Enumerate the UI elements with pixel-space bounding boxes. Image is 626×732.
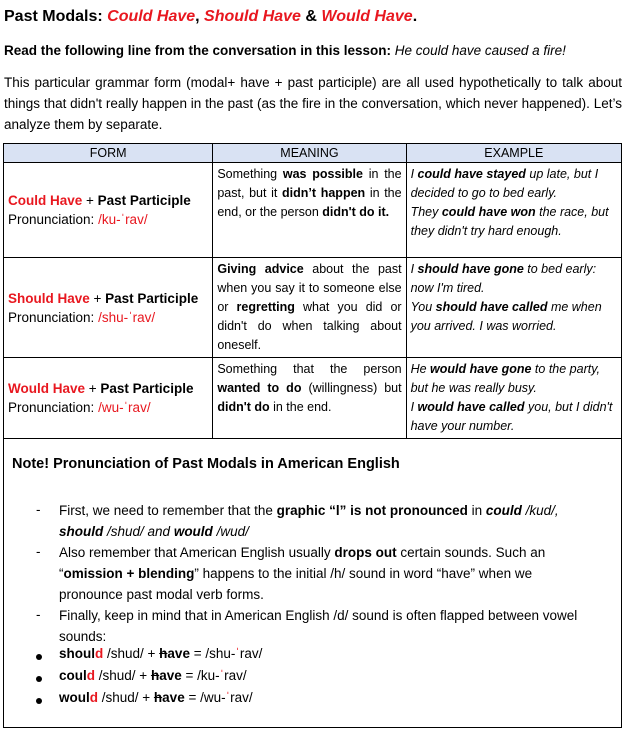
example-cell <box>406 358 621 439</box>
meaning-bold: didn’t happen <box>282 186 366 200</box>
plus: + <box>82 193 98 208</box>
ex-text: = /ku- <box>181 668 220 683</box>
pp-label: Past Participle <box>97 193 191 208</box>
example-text: to the party, but he was really busy. <box>410 362 601 395</box>
ex-text: rav/ <box>230 690 253 705</box>
example-bold: would have gone <box>430 362 532 376</box>
title-could: Could Have <box>107 8 196 25</box>
example-text: They <box>410 205 442 219</box>
bullet-dot <box>36 654 42 660</box>
note-text: First, we need to remember that the <box>59 503 277 518</box>
ex-h: h <box>150 668 160 683</box>
example-text: He <box>410 362 431 376</box>
ex-d: d <box>89 690 98 705</box>
example-bold: could have stayed <box>417 167 526 181</box>
note-bold-italic: would <box>173 524 213 539</box>
pron-value: /wu-ˈrav/ <box>98 400 151 415</box>
note-text: in <box>467 503 486 518</box>
note-bold: graphic “l” is not pronounced <box>276 503 468 518</box>
pron-label: Pronunciation: <box>8 400 99 415</box>
note-bold: drops out <box>334 545 397 560</box>
note-italic: /shud/ and <box>103 524 174 539</box>
example-cell <box>406 258 621 358</box>
form-cell <box>4 163 213 258</box>
meaning-text: (willingness) but <box>301 381 402 395</box>
ex-word: woul <box>59 690 90 705</box>
pronunciation-note <box>3 434 622 728</box>
meaning-bold: didn't do it. <box>322 205 390 219</box>
table-row <box>4 163 622 258</box>
note-bold: omission + blending <box>63 566 195 581</box>
read-quote: He could have caused a fire! <box>391 43 566 58</box>
pron-label: Pronunciation: <box>8 309 99 325</box>
example-text: up late, but I decided to go to bed early. <box>410 167 599 200</box>
example-text: the race, but they didn't try hard enough. <box>410 205 609 238</box>
note-bullet-1 <box>59 500 599 542</box>
modal-label: Would Have <box>8 381 86 396</box>
example-text: I <box>410 167 418 181</box>
ex-h: h <box>153 690 163 705</box>
page-title <box>4 8 417 26</box>
title-should: Should Have <box>204 8 301 25</box>
flap-example-would <box>59 690 253 705</box>
pron-value: /ku-ˈrav/ <box>98 212 148 227</box>
note-bold-italic: could <box>485 503 522 518</box>
ex-text: = /wu- <box>184 690 226 705</box>
ex-word: coul <box>59 668 87 683</box>
plus: + <box>85 381 101 396</box>
read-line <box>4 43 566 58</box>
intro-paragraph: This particular grammar form (modal+ have + past participle) are all used hypothetically to talk about things that didn't really happen in the past (as the fire in the conversation, which never happened). Let’s analyze them by separate. <box>4 75 622 132</box>
meaning-text: Something <box>217 167 283 181</box>
modals-table <box>3 143 622 439</box>
header-meaning: MEANING <box>213 144 406 163</box>
pron-label: Pronunciation: <box>8 212 99 227</box>
example-bold: would have called <box>417 400 525 414</box>
title-would: Would Have <box>321 8 413 25</box>
example-text: I <box>410 262 418 276</box>
form-cell <box>4 358 213 439</box>
meaning-text: about the past when you say it to someone else or <box>217 262 402 314</box>
example-text: You <box>410 300 436 314</box>
flap-example-could <box>59 668 247 683</box>
meaning-cell <box>213 358 406 439</box>
header-example: EXAMPLE <box>406 144 621 163</box>
ex-word: shoul <box>59 646 95 661</box>
example-cell <box>406 163 621 258</box>
ex-text: /shud/ + <box>98 690 154 705</box>
meaning-bold: Giving advice <box>217 262 304 276</box>
ex-text: rav/ <box>239 646 263 661</box>
ex-text: /shud/ + <box>103 646 160 661</box>
note-bold-italic: should <box>59 524 104 539</box>
meaning-text: in the end. <box>269 400 332 414</box>
note-text: ” happens to the initial /h/ sound in word “have” when we pronounce past modal verb forms. <box>59 566 533 602</box>
title-amp: & <box>300 8 322 25</box>
ex-stress: ˈ <box>219 668 225 683</box>
header-form: FORM <box>4 144 213 163</box>
ex-text: /shud/ + <box>95 668 151 683</box>
form-cell <box>4 258 213 358</box>
modal-label: Could Have <box>8 193 83 208</box>
ex-text: rav/ <box>224 668 247 683</box>
ex-h: h <box>159 646 168 661</box>
ex-text: = /shu- <box>189 646 236 661</box>
meaning-text: what you did or didn't do when talking about oneself. <box>217 300 402 352</box>
table-row <box>4 358 622 439</box>
meaning-bold: regretting <box>236 300 295 314</box>
example-bold: should have called <box>435 300 548 314</box>
dash-bullet: - <box>36 607 41 622</box>
read-label: Read the following line from the conversation in this lesson: <box>4 43 392 58</box>
bullet-dot <box>36 676 42 682</box>
ex-word: ave <box>162 690 185 705</box>
example-text: me when you arrived. I was worried. <box>410 300 602 333</box>
dash-bullet: - <box>36 544 41 559</box>
table-row <box>4 258 622 358</box>
note-title: Note! Pronunciation of Past Modals in American English <box>12 456 400 472</box>
note-italic: /wud/ <box>212 524 249 539</box>
note-bullet-3: Finally, keep in mind that in American English /d/ sound is often flapped between vowel sounds: <box>59 608 578 644</box>
title-end: . <box>412 8 418 25</box>
note-italic: /kud/, <box>521 503 559 518</box>
note-bullet-2 <box>59 542 599 605</box>
note-text: certain sounds. Such an “ <box>59 545 546 581</box>
ex-word: ave <box>159 668 182 683</box>
example-bold: could have won <box>441 205 536 219</box>
ex-d: d <box>95 646 104 661</box>
table-header-row <box>4 144 622 163</box>
pp-label: Past Participle <box>105 290 199 306</box>
meaning-cell <box>213 258 406 358</box>
meaning-cell <box>213 163 406 258</box>
note-text: Also remember that American English usually <box>59 545 335 560</box>
pron-value: /shu-ˈrav/ <box>98 309 156 325</box>
example-text: I <box>410 400 418 414</box>
meaning-bold: wanted to do <box>217 381 302 395</box>
dash-bullet: - <box>36 502 41 517</box>
meaning-text: Something that the person <box>217 362 402 376</box>
plus: + <box>89 290 106 306</box>
ex-d: d <box>86 668 96 683</box>
example-bold: should have gone <box>417 262 524 276</box>
title-prefix: Past Modals: <box>4 8 108 25</box>
bullet-dot <box>36 698 42 704</box>
ex-stress: ˈ <box>225 690 231 705</box>
example-text: you, but I didn't have your number. <box>410 400 613 433</box>
meaning-text: in the past, but it <box>217 167 402 200</box>
pp-label: Past Participle <box>100 381 194 396</box>
meaning-bold: was possible <box>282 167 363 181</box>
meaning-text: in the end, or the person <box>217 186 402 219</box>
flap-example-should <box>59 646 262 661</box>
modal-label: Should Have <box>8 290 90 306</box>
title-comma: , <box>195 8 205 25</box>
example-text: to bed early: now I'm tired. <box>410 262 597 295</box>
ex-word: ave <box>167 646 190 661</box>
ex-stress: ˈ <box>235 646 240 661</box>
meaning-bold: didn't do <box>217 400 270 414</box>
